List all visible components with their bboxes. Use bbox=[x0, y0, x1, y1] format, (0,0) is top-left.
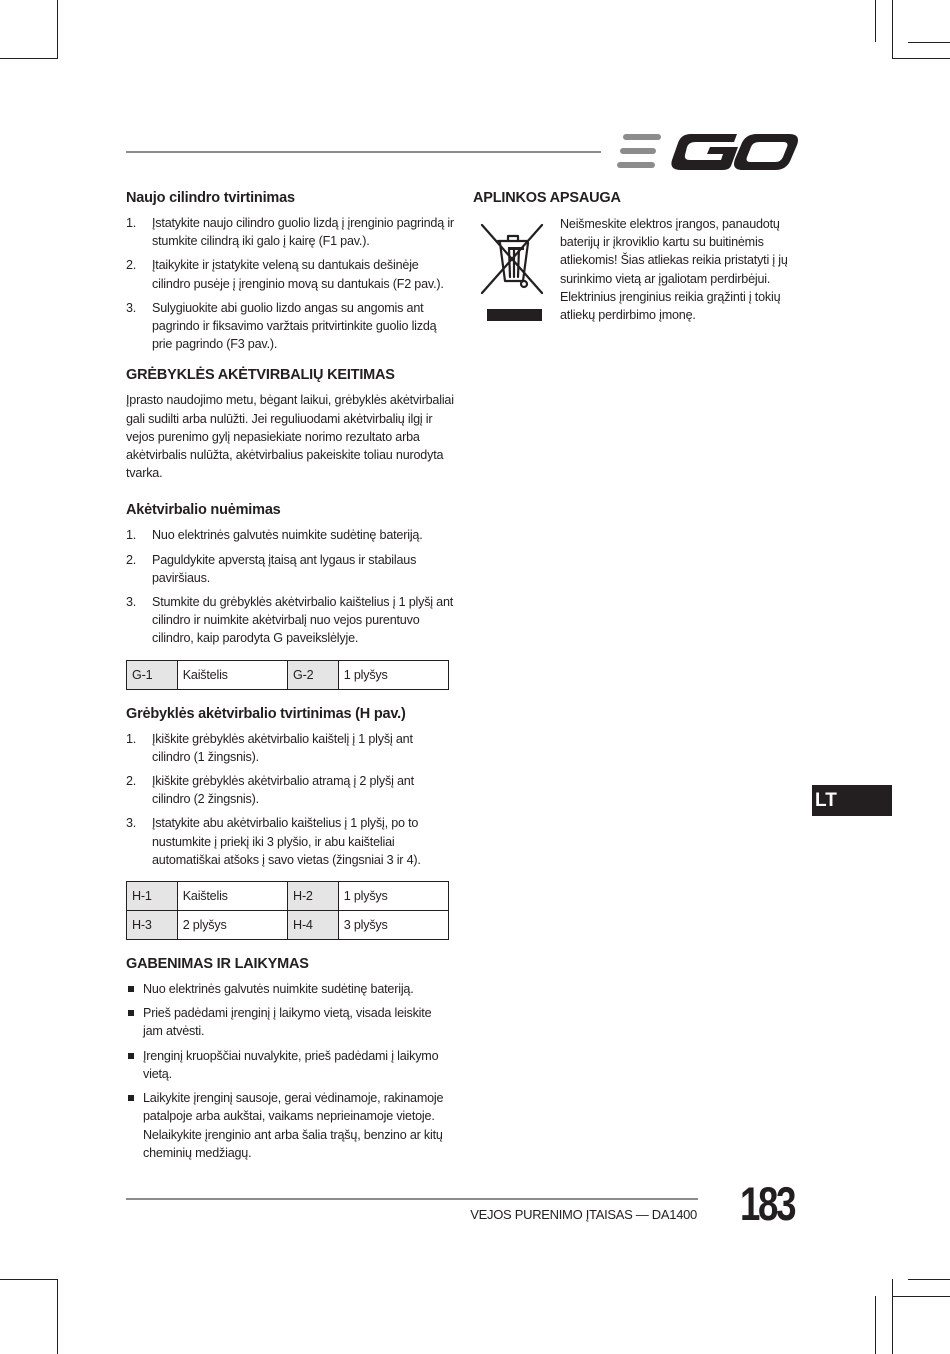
part-code: H-1 bbox=[127, 882, 178, 911]
step-number: 3. bbox=[126, 300, 137, 315]
list-item bbox=[126, 256, 454, 292]
assembly-steps bbox=[126, 214, 454, 353]
step-text: Įkiškite grėbyklės akėtvirbalio kaištelį į 1 plyšį ant cilindro (1 žingsnis). bbox=[152, 731, 413, 764]
section-title-environment: APLINKOS APSAUGA bbox=[473, 190, 621, 206]
list-item bbox=[126, 1047, 454, 1083]
bullet-text: Prieš padėdami įrenginį į laikymo vietą, visada leiskite jam atvėsti. bbox=[143, 1006, 432, 1039]
transport-bullets bbox=[126, 980, 454, 1162]
crop-mark bbox=[892, 0, 893, 58]
tine-replacement-text: Įprasto naudojimo metu, bėgant laikui, grėbyklės akėtvirbaliai gali sudilti arba nulūžti. Jei reguliuodami akėtvirbalių ilgį ir vejos purenimo gylį nepasiekiate norimo rezultato arba akėtvirbalis nulūžta, akėtvirbalius pakeiskite toliau nurodyta tvarka. bbox=[126, 393, 454, 481]
step-number: 2. bbox=[126, 258, 137, 273]
part-label: Kaištelis bbox=[177, 882, 287, 911]
list-item bbox=[126, 730, 454, 766]
part-label: Kaištelis bbox=[177, 660, 287, 689]
bullet-text: Įrenginį kruopščiai nuvalykite, prieš padėdami į laikymo vietą. bbox=[143, 1048, 439, 1081]
crop-mark bbox=[892, 1296, 950, 1297]
parts-table-g bbox=[126, 660, 449, 690]
part-code: H-3 bbox=[127, 911, 178, 940]
left-column bbox=[126, 190, 454, 1168]
section-title-transport: GABENIMAS IR LAIKYMAS bbox=[126, 956, 309, 973]
install-steps bbox=[126, 730, 454, 869]
crop-mark bbox=[0, 58, 58, 59]
list-item bbox=[126, 214, 454, 250]
step-text: Nuo elektrinės galvutės nuimkite sudėtinę bateriją. bbox=[152, 528, 423, 543]
step-text: Įstatykite naujo cilindro guolio lizdą į įrenginio pagrindą ir stumkite cilindrą iki galo į kairę (F1 pav.). bbox=[152, 216, 454, 249]
header-rule bbox=[126, 151, 601, 153]
part-label: 1 plyšys bbox=[338, 882, 448, 911]
right-column bbox=[473, 190, 803, 214]
part-code: G-2 bbox=[288, 660, 339, 689]
step-number: 2. bbox=[126, 552, 137, 567]
section-title-new-cylinder: Naujo cilindro tvirtinimas bbox=[126, 190, 295, 206]
step-text: Paguldykite apverstą įtaisą ant lygaus ir stabilaus paviršiaus. bbox=[152, 552, 417, 585]
step-number: 1. bbox=[126, 731, 137, 746]
crop-mark bbox=[0, 1279, 58, 1280]
part-code: G-1 bbox=[127, 660, 178, 689]
section-title-tine-install: Grėbyklės akėtvirbalio tvirtinimas (H pav.) bbox=[126, 705, 406, 722]
list-item bbox=[126, 1004, 454, 1040]
step-number: 1. bbox=[126, 528, 137, 543]
crop-mark bbox=[875, 1296, 876, 1354]
bullet-square-icon bbox=[128, 986, 134, 992]
table-row bbox=[127, 882, 449, 911]
step-text: Įkiškite grėbyklės akėtvirbalio atramą į 2 plyšį ant cilindro (2 žingsnis). bbox=[152, 774, 414, 807]
crop-mark bbox=[892, 1279, 893, 1354]
crop-mark bbox=[57, 0, 58, 58]
removal-steps bbox=[126, 526, 454, 647]
crop-mark bbox=[908, 42, 950, 43]
crop-mark bbox=[57, 1279, 58, 1354]
table-row bbox=[127, 660, 449, 689]
step-number: 3. bbox=[126, 816, 137, 831]
list-item bbox=[126, 1089, 454, 1162]
crop-mark bbox=[892, 58, 950, 59]
step-number: 2. bbox=[126, 774, 137, 789]
part-label: 2 plyšys bbox=[177, 911, 287, 940]
part-code: H-4 bbox=[288, 911, 339, 940]
crop-mark bbox=[875, 0, 876, 42]
step-number: 1. bbox=[126, 216, 137, 230]
list-item bbox=[126, 814, 454, 869]
crop-mark bbox=[908, 1279, 950, 1280]
bullet-text: Laikykite įrenginį sausoje, gerai vėdinamoje, rakinamoje patalpoje arba aukštai, vaikams neprieinamoje vietoje. Nelaikykite įrenginio ant arba šalia trąšų, benzino ar kitų cheminių medžiagų. bbox=[143, 1091, 444, 1160]
parts-table-h bbox=[126, 881, 449, 940]
list-item bbox=[126, 980, 454, 998]
list-item bbox=[126, 299, 454, 354]
list-item bbox=[126, 772, 454, 808]
bullet-square-icon bbox=[128, 1095, 134, 1101]
part-code: H-2 bbox=[288, 882, 339, 911]
step-text: Stumkite du grėbyklės akėtvirbalio kaištelius į 1 plyšį ant cilindro ir nuimkite akėtvirbalį nuo vejos purentuvo cilindro, kaip parodyta G paveikslėlyje. bbox=[152, 595, 454, 646]
crossed-out-wheelie-bin-icon bbox=[480, 221, 546, 323]
list-item bbox=[126, 593, 454, 648]
list-item bbox=[126, 526, 454, 544]
section-title-tine-replacement: GRĖBYKLĖS AKĖTVIRBALIŲ KEITIMAS bbox=[126, 367, 395, 384]
list-item bbox=[126, 551, 454, 587]
step-text: Įstatykite abu akėtvirbalio kaištelius į 1 plyšį, po to nustumkite į priekį iki 3 plyšio, ir abu kaišteliai automatiškai atšoks į savo vietas (žingsniai 3 ir 4). bbox=[152, 816, 421, 867]
bullet-square-icon bbox=[128, 1053, 134, 1059]
part-label: 3 plyšys bbox=[338, 911, 448, 940]
step-number: 3. bbox=[126, 595, 137, 610]
part-label: 1 plyšys bbox=[338, 660, 448, 689]
footer-title: VEJOS PURENIMO ĮTAISAS — DA1400 bbox=[470, 1207, 697, 1222]
page-number: 183 bbox=[740, 1177, 795, 1230]
ego-logo bbox=[617, 130, 799, 172]
section-title-tine-removal: Akėtvirbalio nuėmimas bbox=[126, 502, 281, 519]
bullet-square-icon bbox=[128, 1010, 134, 1016]
step-text: Įtaikykite ir įstatykite veleną su dantukais dešinėje cilindro pusėje į įrenginio movą su dantukais (F2 pav.). bbox=[152, 258, 444, 291]
table-row bbox=[127, 911, 449, 940]
environment-text: Neišmeskite elektros įrangos, panaudotų baterijų ir įkroviklio kartu su buitinėmis atliekomis! Šias atliekas reikia pristatyti į jų surinkimo vietą ar įgaliotam perdirbėjui. Elektrinius įrenginius reikia grąžinti į tokių atliekų perdirbimo įmonę. bbox=[560, 217, 788, 323]
step-text: Sulygiuokite abi guolio lizdo angas su angomis ant pagrindo ir fiksavimo varžtais pritvirtinkite guolio lizdą prie pagrindo (F3 pav.). bbox=[152, 300, 437, 352]
bullet-text: Nuo elektrinės galvutės nuimkite sudėtinę bateriją. bbox=[143, 982, 414, 997]
footer-rule bbox=[126, 1198, 698, 1200]
language-tab: LT bbox=[812, 785, 892, 816]
